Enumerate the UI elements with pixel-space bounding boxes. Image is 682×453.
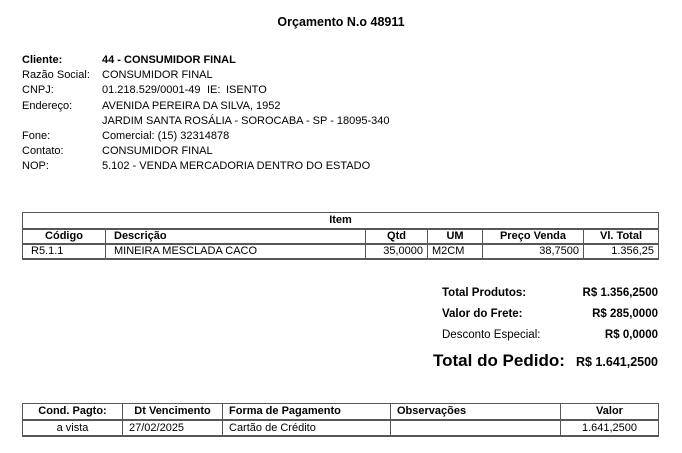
desconto-especial-value: R$ 0,0000 <box>604 329 658 341</box>
column-header-dt-vencimento: Dt Vencimento <box>123 404 223 420</box>
endereco-value-line1: AVENIDA PEREIRA DA SILVA, 1952 <box>102 99 281 112</box>
client-info-block <box>22 53 662 175</box>
total-pedido-value: R$ 1.641,2500 <box>575 355 658 369</box>
client-row-contato <box>22 144 662 159</box>
endereco-label: Endereço: <box>22 99 73 112</box>
column-header-cond-pagto: Cond. Pagto: <box>38 405 107 418</box>
item-table-group-header: Item <box>329 214 352 227</box>
payment-observacoes <box>391 420 561 436</box>
contato-value: CONSUMIDOR FINAL <box>102 145 213 158</box>
client-row-endereco-2 <box>22 114 662 129</box>
client-value: 44 - CONSUMIDOR FINAL <box>102 54 236 66</box>
payment-dt-vencimento: 27/02/2025 <box>123 420 223 436</box>
column-header-vl-total: Vl. Total <box>584 229 659 244</box>
item-preco-venda: 38,7500 <box>483 244 584 259</box>
valor-frete-row <box>433 308 658 329</box>
payment-forma-pagamento: Cartão de Crédito <box>223 420 391 436</box>
column-header-preco-venda: Preço Venda <box>483 229 584 244</box>
ie-label: IE: <box>207 84 221 97</box>
fone-value: Comercial: (15) 32314878 <box>102 129 230 142</box>
client-row-cliente <box>22 53 662 68</box>
total-produtos-label: Total Produtos: <box>442 287 527 299</box>
client-label: Cliente: <box>22 54 63 66</box>
cnpj-label: CNPJ: <box>22 84 54 97</box>
nop-label: NOP: <box>22 160 49 173</box>
total-produtos-row <box>433 287 658 308</box>
item-vl-total: 1.356,25 <box>584 244 659 259</box>
item-table-header-row <box>23 229 659 244</box>
payment-table-row <box>23 420 659 436</box>
razao-social-value: CONSUMIDOR FINAL <box>102 69 213 82</box>
total-pedido-label: Total do Pedido: <box>433 351 565 370</box>
item-qtd: 35,0000 <box>366 244 428 259</box>
desconto-especial-row <box>433 329 658 350</box>
desconto-especial-label: Desconto Especial: <box>442 329 541 341</box>
nop-value: 5.102 - VENDA MERCADORIA DENTRO DO ESTADO <box>102 160 371 173</box>
column-header-valor: Valor <box>561 404 659 420</box>
item-um: M2CM <box>428 244 483 259</box>
ie-value: ISENTO <box>226 84 267 97</box>
column-header-qtd: Qtd <box>366 229 428 244</box>
razao-social-label: Razão Social: <box>22 69 90 82</box>
column-header-codigo: Código <box>23 229 106 244</box>
valor-frete-label: Valor do Frete: <box>442 308 523 320</box>
valor-frete-value: R$ 285,0000 <box>592 308 658 320</box>
column-header-forma-pagamento: Forma de Pagamento <box>223 404 391 420</box>
totals-block <box>433 287 658 377</box>
payment-cond-pagto: a vista <box>23 420 123 436</box>
client-row-cnpj <box>22 83 662 98</box>
total-produtos-value: R$ 1.356,2500 <box>582 287 658 299</box>
item-table-row <box>23 244 659 259</box>
client-row-fone <box>22 129 662 144</box>
client-row-endereco <box>22 99 662 114</box>
column-header-descricao: Descrição <box>106 229 366 244</box>
payment-valor: 1.641,2500 <box>561 420 659 436</box>
client-row-razao-social <box>22 68 662 83</box>
item-codigo: R5.1.1 <box>23 244 106 259</box>
payment-table <box>22 403 659 437</box>
item-descricao: MINEIRA MESCLADA CACO <box>106 244 366 259</box>
cnpj-value: 01.218.529/0001-49 <box>102 84 201 97</box>
client-row-nop <box>22 159 662 174</box>
item-table-group-header-row <box>23 213 659 229</box>
column-header-observacoes: Observações <box>391 404 561 420</box>
endereco-value-line2: JARDIM SANTA ROSÁLIA - SOROCABA - SP - 18095-340 <box>102 114 390 127</box>
fone-label: Fone: <box>22 129 51 142</box>
total-pedido-row <box>433 351 658 377</box>
column-header-um: UM <box>428 229 483 244</box>
contato-label: Contato: <box>22 145 64 158</box>
page-title: Orçamento N.o 48911 <box>277 15 405 29</box>
item-table <box>22 212 659 260</box>
payment-table-header-row <box>23 404 659 420</box>
